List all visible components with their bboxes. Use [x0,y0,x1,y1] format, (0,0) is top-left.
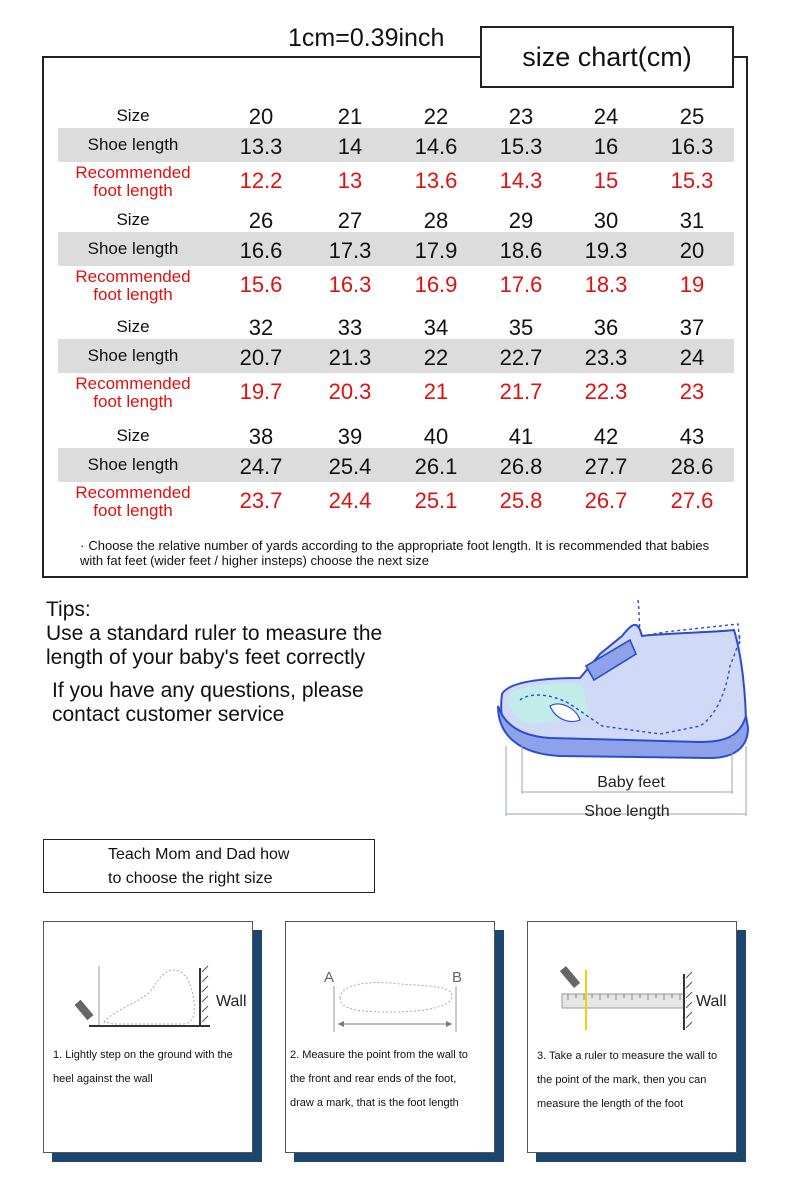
size-cell: 31 [679,208,705,233]
foot-length-cell: 14.3 [499,168,543,193]
step-3-card [527,921,737,1153]
shoe-length-cell: 17.9 [414,238,458,263]
shoe-length-cell: 15.3 [499,134,543,159]
shoe-length-cell: 24.7 [239,454,283,479]
shoe-length-cell: 19.3 [584,238,628,263]
tips-block [46,598,382,670]
teach-box [43,839,375,893]
size-cell: 28 [423,208,449,233]
tips-line-3: If you have any questions, please [52,679,364,702]
foot-length-cell: 20.3 [328,379,372,404]
pencil-icon [560,966,580,988]
unit-conversion: 1cm=0.39inch [288,24,445,52]
foot-length-cell: 15.6 [239,272,283,297]
foot-length-cell: 25.1 [414,488,458,513]
step-2-card [285,921,495,1153]
size-cell: 30 [593,208,619,233]
shoe-length-cell: 22.7 [499,345,543,370]
size-row-label: Size [116,426,150,445]
recommended-row-label: Recommended [75,267,191,286]
size-cell: 29 [508,208,534,233]
step-3-line-2: the point of the mark, then you can [537,1074,707,1086]
step-1-text [53,1043,253,1091]
shoe-diagram [490,596,760,826]
note-bullet: · [80,538,85,553]
size-cell: 34 [423,315,449,340]
size-row-label: Size [116,317,150,336]
size-cell: 26 [248,208,274,233]
size-cell: 42 [593,424,619,449]
foot-length-cell: 17.6 [499,272,543,297]
shoe-length-cell: 17.3 [328,238,372,263]
pencil-icon [75,1000,94,1020]
contact-block [52,679,364,727]
recommended-row-label: Recommended [75,483,191,502]
tips-line-4: contact customer service [52,703,285,726]
shoe-length-cell: 21.3 [328,345,372,370]
shoe-length-cell: 20 [679,238,705,263]
point-a-label: A [324,969,335,986]
shoe-length-cell: 22 [423,345,449,370]
size-cell: 24 [593,104,619,129]
foot-length-cell: 15.3 [670,168,714,193]
recommended-row-label: Recommended [75,374,191,393]
size-cell: 43 [679,424,705,449]
ruler-icon [562,994,684,1008]
foot-length-cell: 18.3 [584,272,628,297]
shoe-length-row-label: Shoe length [87,135,179,154]
foot-length-cell: 26.7 [584,488,628,513]
foot-length-cell: 16.3 [328,272,372,297]
baby-feet-label: Baby feet [597,774,665,791]
foot-length-cell: 19 [679,272,705,297]
step-2-line-2: the front and rear ends of the foot, [290,1073,457,1085]
note-text: Choose the relative number of yards according to the appropriate foot length. It is recommended that babies with fat feet (wider feet / higher insteps) choose the next size [80,538,710,568]
tips-heading: Tips: [46,598,91,621]
foot-length-cell: 12.2 [239,168,283,193]
step-1-line-2: heel against the wall [53,1073,153,1085]
size-cell: 36 [593,315,619,340]
size-cell: 33 [337,315,363,340]
shoe-length-cell: 18.6 [499,238,543,263]
foot-length-row-label: foot length [93,285,173,304]
foot-length-cell: 24.4 [328,488,372,513]
foot-length-cell: 23.7 [239,488,283,513]
foot-length-row-label: foot length [93,181,173,200]
shoe-length-cell: 13.3 [239,134,283,159]
shoe-length-cell: 23.3 [584,345,628,370]
step-1-card [43,921,253,1153]
foot-length-cell: 25.8 [499,488,543,513]
step-3-line-3: measure the length of the foot [537,1098,684,1110]
size-cell: 32 [248,315,274,340]
foot-length-row-label: foot length [93,392,173,411]
foot-length-cell: 27.6 [670,488,714,513]
shoe-length-cell: 16.3 [670,134,714,159]
teach-line-2: to choose the right size [108,870,273,887]
size-cell: 40 [423,424,449,449]
size-cell: 38 [248,424,274,449]
step-1-line-1: 1. Lightly step on the ground with the [53,1049,233,1061]
shoe-length-cell: 25.4 [328,454,372,479]
size-cell: 35 [508,315,534,340]
size-row-label: Size [116,210,150,229]
shoe-length-row-label: Shoe length [87,346,179,365]
shoe-length-cell: 16.6 [239,238,283,263]
size-cell: 37 [679,315,705,340]
foot-length-cell: 13.6 [414,168,458,193]
size-cell: 23 [508,104,534,129]
step-2-illustration [320,966,470,1036]
foot-length-cell: 19.7 [239,379,283,404]
foot-length-cell: 22.3 [584,379,628,404]
size-cell: 25 [679,104,705,129]
tips-line-1: Use a standard ruler to measure the [46,622,383,645]
shoe-length-row-label: Shoe length [87,239,179,258]
step-2-line-1: 2. Measure the point from the wall to [290,1049,468,1061]
shoe-length-cell: 24 [679,345,705,370]
shoe-length-cell: 28.6 [670,454,714,479]
step-2-text [290,1043,494,1115]
step-1-illustration [74,962,254,1034]
foot-length-row-label: foot length [93,501,173,520]
size-cell: 22 [423,104,449,129]
size-note [80,538,730,568]
step-3-line-1: 3. Take a ruler to measure the wall to [537,1050,718,1062]
recommended-row-label: Recommended [75,163,191,182]
foot-length-cell: 16.9 [414,272,458,297]
point-b-label: B [452,969,463,986]
teach-line-1: Teach Mom and Dad how [108,846,290,863]
size-cell: 41 [508,424,534,449]
size-cell: 39 [337,424,363,449]
shoe-length-label: Shoe length [584,803,670,820]
shoe-length-cell: 27.7 [584,454,628,479]
foot-print [340,983,452,1012]
tips-line-2: length of your baby's feet correctly [46,646,366,669]
step-1-wall-label: Wall [216,993,247,1010]
chart-title: size chart(cm) [480,26,734,88]
shoe-length-row-label: Shoe length [87,455,179,474]
foot-length-cell: 23 [679,379,705,404]
size-cell: 27 [337,208,363,233]
step-2-line-3: draw a mark, that is the foot length [290,1097,459,1109]
step-3-text [537,1044,737,1116]
shoe-length-cell: 26.1 [414,454,458,479]
shoe-length-cell: 14.6 [414,134,458,159]
foot-length-cell: 13 [337,168,363,193]
shoe-length-cell: 16 [593,134,619,159]
shoe-length-cell: 20.7 [239,345,283,370]
foot-length-cell: 21.7 [499,379,543,404]
foot-length-cell: 15 [593,168,619,193]
size-row-label: Size [116,106,150,125]
foot-shape [104,970,195,1024]
shoe-length-cell: 14 [337,134,363,159]
size-cell: 21 [337,104,363,129]
shoe-length-cell: 26.8 [499,454,543,479]
step-3-wall-label: Wall [696,993,727,1010]
step-3-illustration [556,960,738,1036]
size-cell: 20 [248,104,274,129]
foot-length-cell: 21 [423,379,449,404]
